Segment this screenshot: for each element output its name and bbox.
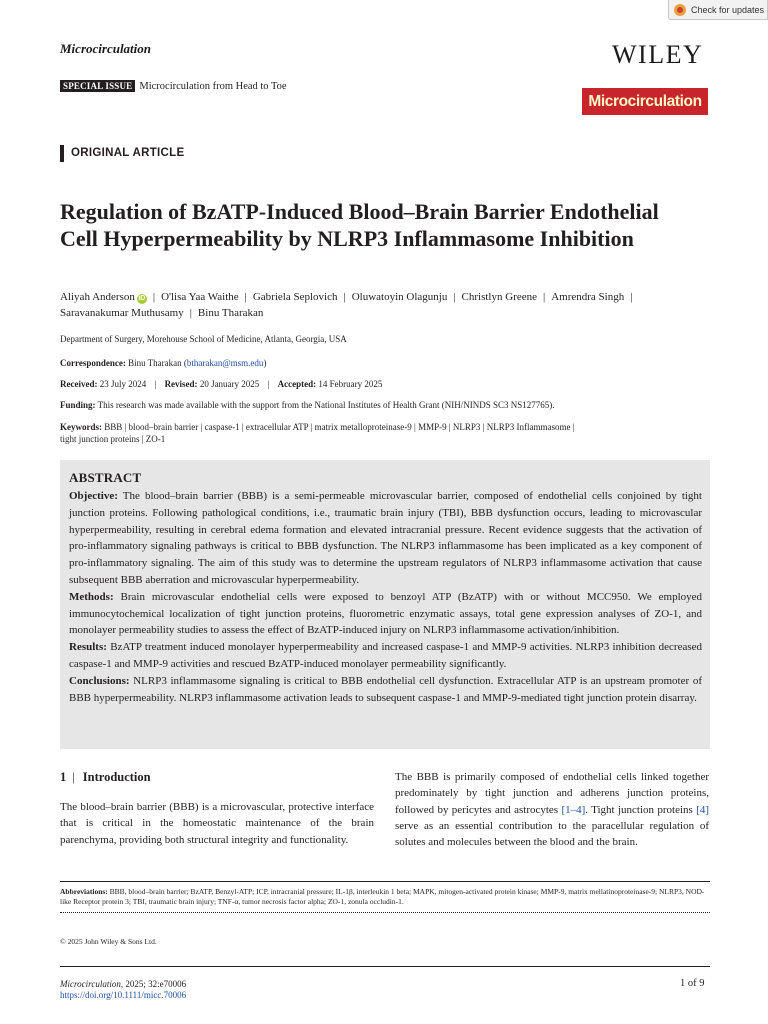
- methods-label: Methods:: [69, 590, 114, 603]
- author-name[interactable]: Christlyn Greene: [461, 291, 537, 303]
- article-type: ORIGINAL ARTICLE: [60, 145, 184, 162]
- methods-text: Brain microvascular endothelial cells were exposed to benzoyl ATP (BzATP) with or without MCC950. We employed immunocytochemical localization of tight junction proteins, fluorometric enzymatic assays, total gene expression analyses of ZO-1, and monolayer permeability studies to assess the effect of BzATP-induced injury on NLRP3 inflammasome activation/inhibition.: [69, 590, 703, 637]
- author-name[interactable]: Oluwatoyin Olagunju: [351, 291, 448, 303]
- intro-text: . Tight junction proteins: [585, 803, 697, 816]
- intro-paragraph-left: The blood–brain barrier (BBB) is a microvascular, protective interface that is critical in the homeostatic maintenance of the brain parenchyma, providing both structural integrity and functionality.: [60, 801, 374, 846]
- author-name[interactable]: Gabriela Seplovich: [252, 291, 338, 303]
- footer-divider: [60, 966, 710, 967]
- abbreviations: [60, 887, 710, 907]
- check-for-updates-button[interactable]: [668, 0, 768, 20]
- special-issue: [60, 80, 287, 92]
- abstract-objective: [69, 488, 702, 589]
- received-date: 23 July 2024: [99, 379, 147, 389]
- results-label: Results:: [69, 641, 107, 654]
- doi-link[interactable]: https://doi.org/10.1111/micc.70006: [60, 990, 187, 1000]
- funding-text: This research was made available with the support from the National Institutes of Health Grant (NIH/NINDS SC3 NS127765).: [97, 400, 555, 410]
- results-text: BzATP treatment induced monolayer hyperpermeability and increased caspase-1 and MMP-9 activities. NLRP3 inhibition decreased caspase-1 and MMP-9 activities and rescued BzATP-induced monolayer permeability significantly.: [69, 641, 702, 670]
- article-title: Regulation of BzATP-Induced Blood–Brain Barrier Endothelial Cell Hyperpermeability by NLRP3 Inflammasome Inhibition: [60, 199, 659, 251]
- funding: [60, 400, 555, 410]
- intro-text: serve as an essential contribution to the paracellular regulation of solutes and molecules between the blood and the brain.: [395, 819, 709, 849]
- abstract-methods: [69, 589, 702, 639]
- conclusions-text: NLRP3 inflammasome signaling is critical to BBB endothelial cell dysfunction. Extracellular ATP is an upstream promoter of BBB hyperpermeability. NLRP3 inflammasome activation leads to subsequent caspase-1 and MMP-9-mediated tight junction protein disarray.: [69, 674, 702, 704]
- page-number: 1 of 9: [680, 978, 705, 989]
- intro-text: The BBB is primarily composed of endothelial cells linked together predominately by tight junction and adherens junction proteins, followed by pericytes and astrocytes: [395, 771, 709, 816]
- check-updates-label: Check for updates: [691, 4, 765, 15]
- publisher-logo: WILEY: [612, 40, 704, 69]
- section-number: 1: [60, 770, 67, 784]
- correspondence: [60, 358, 266, 368]
- objective-text: The blood–brain barrier (BBB) is a semi-permeable microvascular barrier, composed of endothelial cells conjoined by tight junction proteins. Following pathological conditions, i.e., traumatic brain injury (TBI), BBB dysfunction occurs, leading to microvascular hyperpermeability, resulting in cerebral edema formation and elevated intracranial pressure. Recent evidence suggests that the activation of pro-inflammatory signaling pathways is critical to BBB dysfunction. The NLRP3 inflammasome has been implicated as a key component of pro-inflammatory signaling. The aim of this study was to determine the upstream regulators of NLRP3 inflammasome activation that cause subsequent BBB aberration and microvascular hyperpermeability.: [69, 490, 702, 586]
- received-label: Received:: [60, 379, 98, 389]
- footer-volume: , 2025; 32:e70006: [120, 979, 187, 989]
- abstract-conclusions: [69, 673, 702, 707]
- keywords-line-2: tight junction proteins | ZO-1: [60, 434, 166, 444]
- keywords-label: Keywords:: [60, 422, 102, 432]
- orcid-icon[interactable]: iD: [138, 295, 146, 302]
- citation-link[interactable]: [1–4]: [561, 803, 586, 816]
- footer-citation: [60, 979, 186, 989]
- check-updates-icon: [674, 4, 686, 16]
- date-separator: |: [154, 379, 157, 389]
- funding-label: Funding:: [60, 400, 96, 410]
- journal-name: Microcirculation: [60, 41, 152, 56]
- accepted-date: 14 February 2025: [318, 379, 383, 389]
- accepted-label: Accepted:: [277, 379, 317, 389]
- section-heading-introduction: [60, 770, 151, 785]
- abstract-box: [60, 460, 710, 749]
- correspondence-email-link[interactable]: btharakan@msm.edu: [186, 358, 264, 368]
- author-name[interactable]: Binu Tharakan: [197, 307, 264, 319]
- dotted-divider: [60, 912, 710, 913]
- divider: [60, 881, 710, 882]
- author-name[interactable]: O'lisa Yaa Waithe: [161, 291, 239, 303]
- article-dates: [60, 379, 382, 389]
- author-name[interactable]: Saravanakumar Muthusamy: [60, 307, 184, 319]
- objective-label: Objective:: [69, 490, 118, 502]
- special-issue-title: Microcirculation from Head to Toe: [139, 80, 287, 92]
- footer-journal-name: Microcirculation: [60, 979, 121, 989]
- abbreviations-label: Abbreviations:: [60, 887, 108, 896]
- correspondence-name: Binu Tharakan (: [128, 358, 187, 368]
- author-name[interactable]: Amrendra Singh: [551, 291, 625, 303]
- abbreviations-text: BBB, blood–brain barrier; BzATP, Benzyl-ATP; ICP, intracranial pressure; IL-1β, interleukin 1 beta; MAPK, mitogen-activated protein kinase; MMP-9, matrix mellatinoproteinase-9; NLRP3, NOD-like Receptor protein 3; TBI, traumatic brain injury; TNF-α, tumor necrosis factor alpha; ZO-1, zonula occludin-1.: [60, 887, 705, 906]
- revised-date: 20 January 2025: [199, 379, 260, 389]
- conclusions-label: Conclusions:: [69, 674, 130, 687]
- citation-link[interactable]: [4]: [696, 803, 709, 816]
- special-issue-tag: SPECIAL ISSUE: [60, 80, 135, 92]
- date-separator: |: [267, 379, 270, 389]
- author-name[interactable]: Aliyah Anderson: [60, 291, 135, 303]
- intro-paragraph-right: [395, 769, 709, 850]
- affiliation: Department of Surgery, Morehouse School of Medicine, Atlanta, Georgia, USA: [60, 334, 347, 344]
- keywords-line-1: BBB | blood–brain barrier | caspase-1 | extracellular ATP | matrix metalloproteinase-9 | MMP-9 | NLRP3 | NLRP3 Inflammasome |: [104, 422, 575, 432]
- correspondence-label: Correspondence:: [60, 358, 126, 368]
- abstract-results: [69, 639, 702, 673]
- abstract-heading: ABSTRACT: [69, 470, 142, 485]
- author-list: Aliyah Anderson iD | O'lisa Yaa Waithe | Gabriela Seplovich | Oluwatoyin Olagunju | Christlyn Greene | Amrendra Singh | Saravanakumar Muthusamy | Binu Tharakan: [60, 291, 633, 319]
- section-title: Introduction: [82, 770, 151, 784]
- journal-logo: Microcirculation: [582, 88, 708, 115]
- revised-label: Revised:: [164, 379, 198, 389]
- section-separator: |: [72, 770, 75, 784]
- correspondence-close: ): [263, 358, 267, 368]
- copyright: © 2025 John Wiley & Sons Ltd.: [60, 937, 157, 946]
- keywords: [60, 421, 710, 445]
